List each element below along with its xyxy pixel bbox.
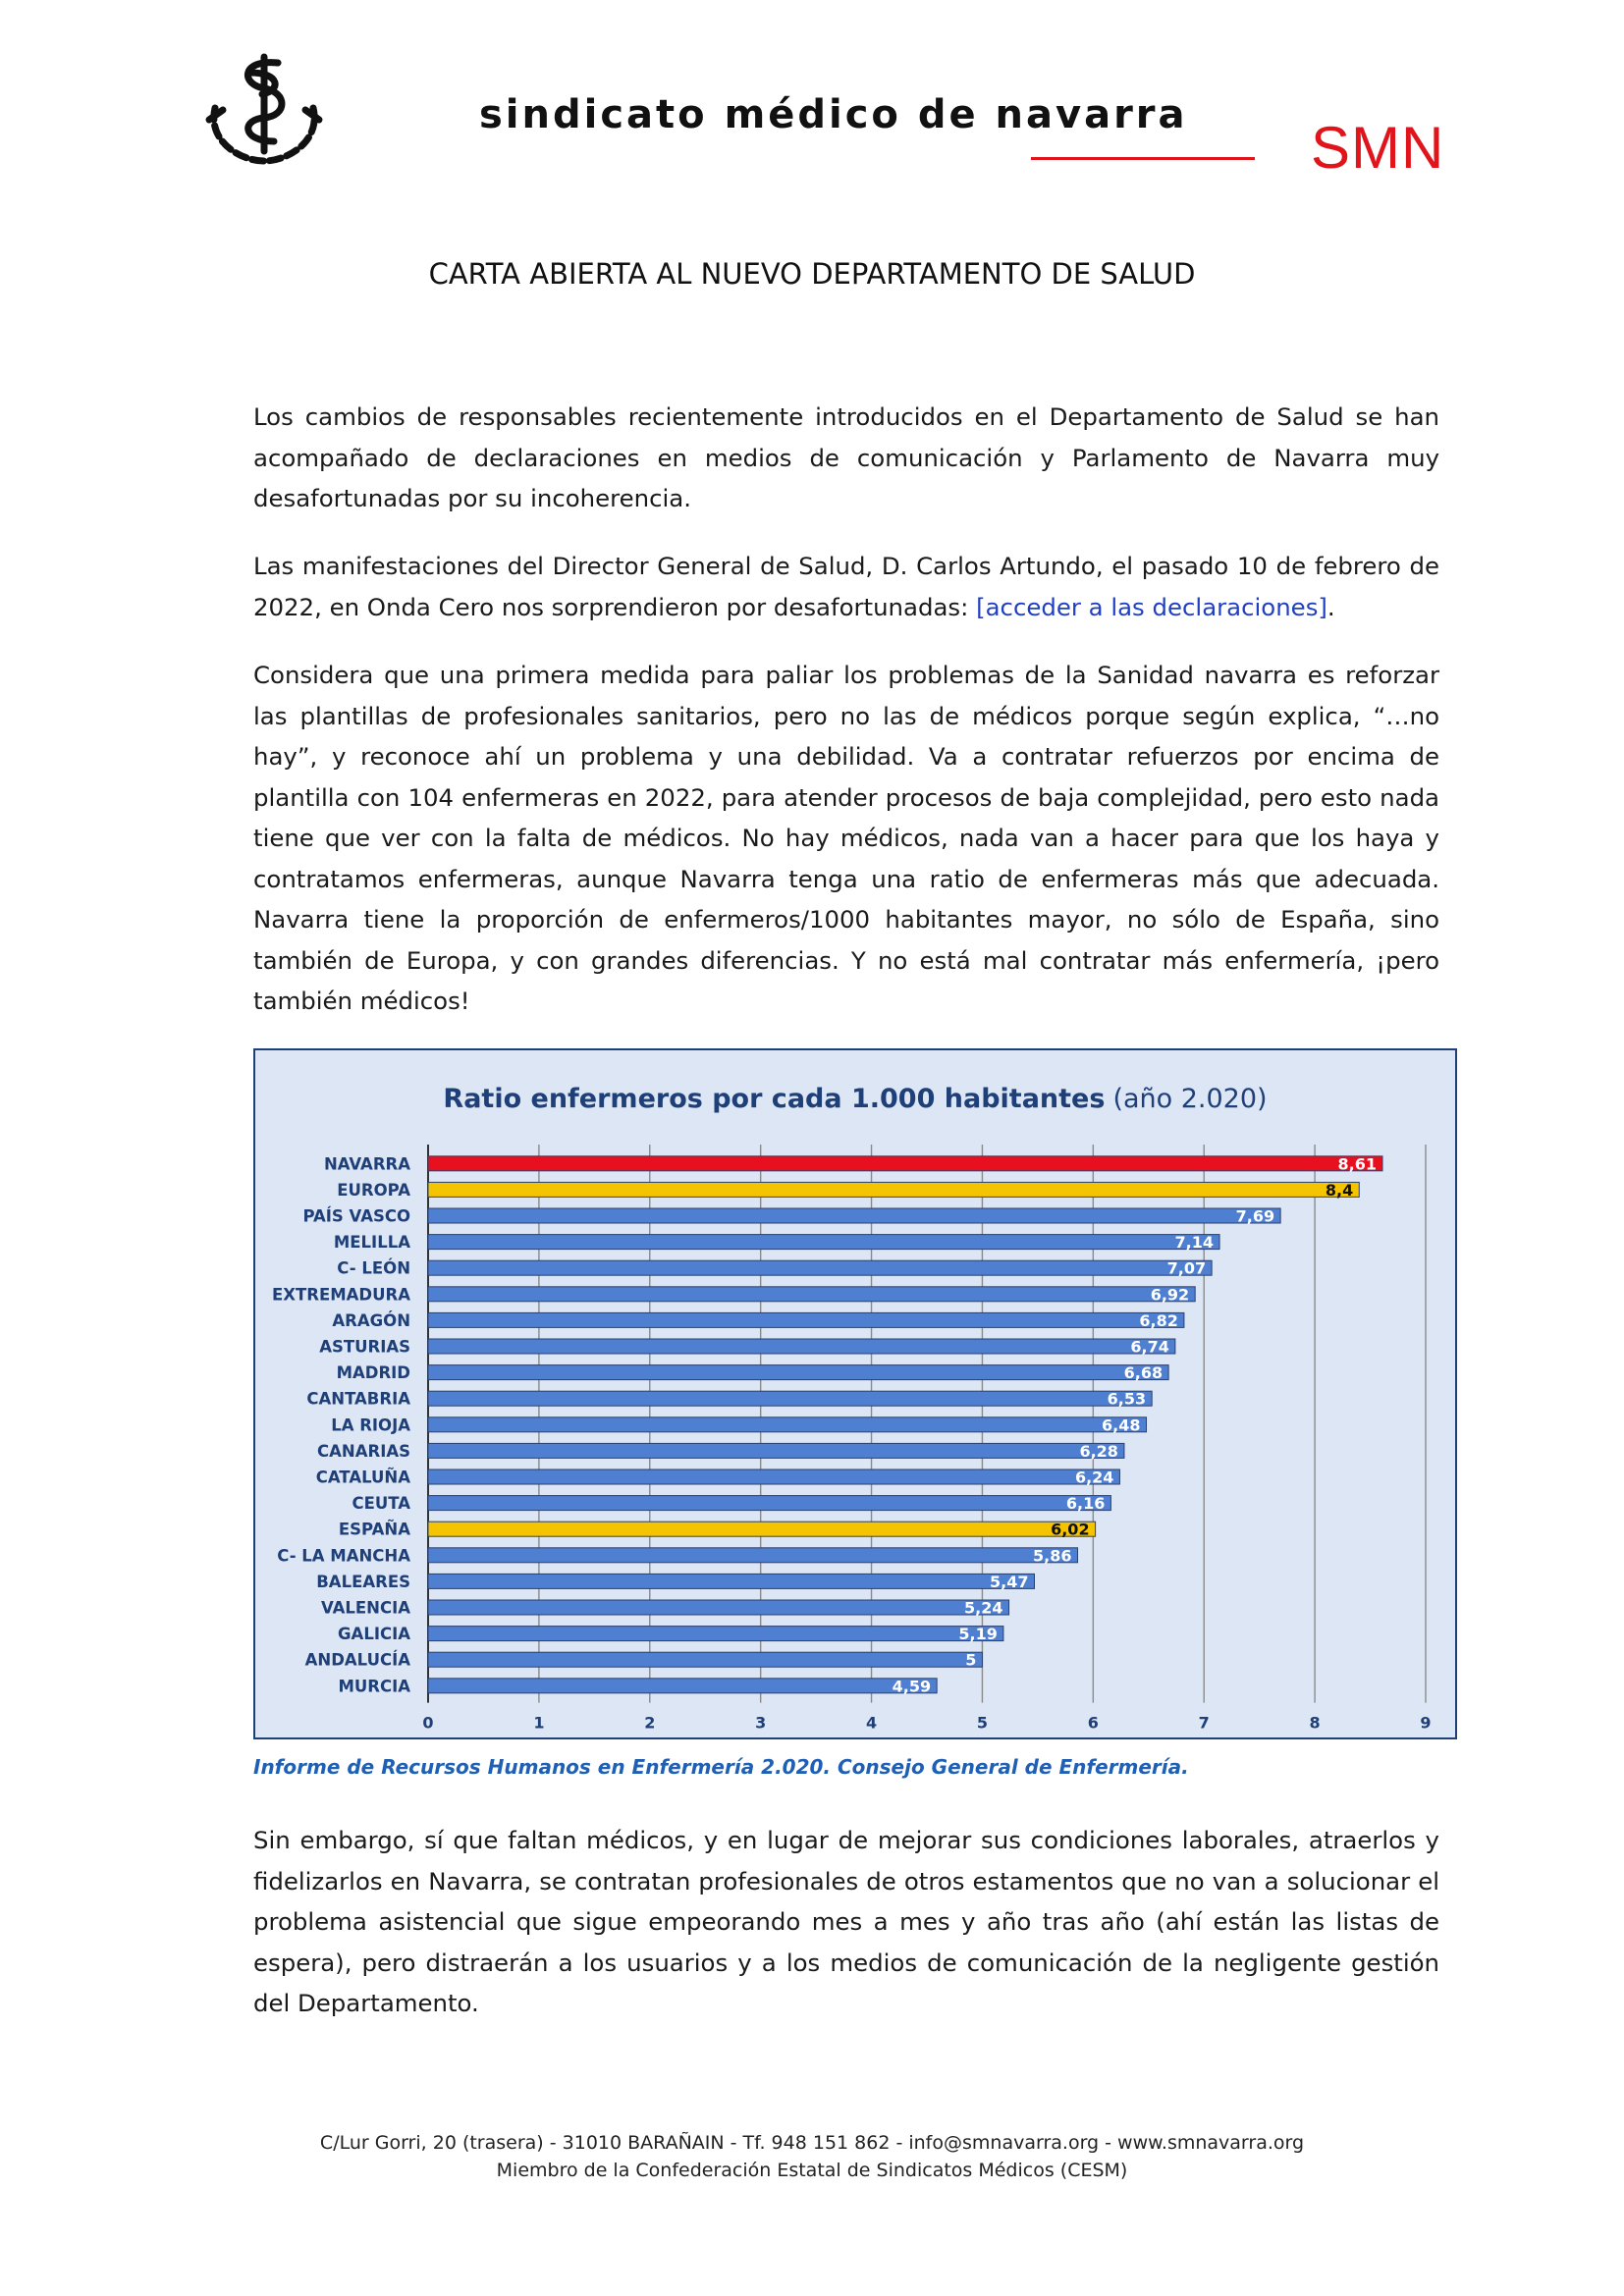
category-label: CEUTA (352, 1494, 410, 1514)
bar (428, 1625, 1003, 1644)
bar-value-label: 5,19 (958, 1625, 998, 1644)
paragraph-2-text: Las manifestaciones del Director General de Salud, D. Carlos Artundo, el pasado 10 de febrero de 2022, en Onda Cero nos sorprendieron por desafortunadas: (253, 552, 1439, 621)
bar (428, 1182, 1359, 1197)
category-label: ARAGÓN (332, 1310, 410, 1330)
bar (428, 1652, 982, 1667)
org-abbreviation: SMN (1311, 115, 1445, 181)
chart-category-labels (272, 1154, 410, 1695)
chart-canvas (255, 1050, 1455, 1737)
category-label: ASTURIAS (319, 1337, 410, 1357)
bar-value-label: 6,02 (1051, 1520, 1090, 1539)
document-title: CARTA ABIERTA AL NUEVO DEPARTAMENTO DE SALUD (428, 257, 1196, 291)
x-tick-label: 4 (865, 1713, 878, 1733)
category-label: CANARIAS (317, 1441, 410, 1461)
category-label: C- LEÓN (337, 1258, 410, 1278)
category-label: CANTABRIA (306, 1389, 410, 1409)
bar-value-label: 8,61 (1337, 1154, 1377, 1174)
chart-x-ticks (422, 1714, 1431, 1733)
bar-value-label: 7,07 (1166, 1258, 1207, 1278)
footer-contact: C/Lur Gorri, 20 (trasera) - 31010 BARAÑAIN - Tf. 948 151 862 - info@smnavarra.org - www.smnavarra.org (319, 2132, 1305, 2154)
bar (428, 1443, 1124, 1458)
paragraph-2-end: . (1326, 592, 1335, 621)
paragraph-2 (253, 546, 1439, 627)
x-tick-label: 8 (1309, 1713, 1321, 1733)
category-label: VALENCIA (320, 1598, 410, 1618)
bar (428, 1494, 1110, 1514)
bar (428, 1208, 1280, 1223)
x-tick-label: 7 (1198, 1713, 1210, 1733)
bar (428, 1154, 1382, 1174)
declarations-link[interactable]: [acceder a las declaraciones] (976, 592, 1327, 621)
bar-value-label: 4,59 (892, 1677, 932, 1696)
bar-value-label: 5,47 (990, 1572, 1029, 1591)
nurse-ratio-chart (253, 1048, 1457, 1739)
chart-bars (428, 1154, 1382, 1695)
bar (428, 1285, 1195, 1305)
bar (428, 1312, 1184, 1327)
org-name: sindicato médico de navarra (479, 92, 1188, 137)
x-tick-label: 2 (644, 1713, 656, 1733)
category-label: BALEARES (316, 1572, 410, 1591)
paragraph-1: Los cambios de responsables recientemente introducidos en el Departamento de Salud se han acompañado de declaraciones en medios de comunicación y Parlamento de Navarra muy desafortunadas por su incoherencia. (253, 402, 1439, 512)
bar-value-label: 5,86 (1033, 1546, 1072, 1566)
x-tick-label: 0 (422, 1713, 434, 1733)
bar-value-label: 7,14 (1174, 1233, 1215, 1253)
x-tick-label: 3 (755, 1713, 767, 1733)
bar (428, 1522, 1096, 1536)
bar-value-label: 6,68 (1123, 1363, 1164, 1383)
bar-value-label: 6,74 (1130, 1337, 1169, 1357)
category-label: MELILLA (333, 1233, 410, 1253)
chart-title (443, 1084, 1267, 1114)
category-label: PAÍS VASCO (302, 1206, 410, 1226)
category-label: CATALUÑA (315, 1468, 410, 1487)
footer-membership: Miembro de la Confederación Estatal de Sindicatos Médicos (CESM) (496, 2160, 1128, 2181)
bar-value-label: 7,69 (1235, 1206, 1275, 1226)
bar (428, 1469, 1119, 1484)
union-logo (201, 51, 327, 167)
bar (428, 1363, 1168, 1383)
category-label: ANDALUCÍA (304, 1650, 410, 1670)
bar-value-label: 6,48 (1102, 1415, 1141, 1435)
category-label: EUROPA (337, 1180, 410, 1200)
category-label: ESPAÑA (338, 1520, 410, 1539)
bar (428, 1339, 1175, 1354)
paragraph-3: Considera que una primera medida para paliar los problemas de la Sanidad navarra es reforzar las plantillas de profesionales sanitarios, pero no las de médicos porque según explica, “…no hay”, y reconoce ahí un problema y una debilidad. Va a contratar refuerzos por encima de plantilla con 104 enfermeras en 2022, para atender procesos de baja complejidad, pero esto nada tiene que ver con la falta de médicos. No hay médicos, nada van a hacer para que los haya y contratamos enfermeras, aunque Navarra tenga una ratio de enfermeras más que adecuada. Navarra tiene la proporción de enfermeros/1000 habitantes mayor, no sólo de España, sino también de Europa, y con grandes diferencias. Y no está mal contratar más enfermería, ¡pero también médicos! (253, 661, 1439, 1015)
category-label: LA RIOJA (331, 1415, 410, 1435)
org-name-underline (1031, 157, 1255, 160)
bar-value-label: 5,24 (964, 1598, 1003, 1618)
bar-value-label: 8,4 (1325, 1180, 1354, 1200)
chart-title-main: Ratio enfermeros por cada 1.000 habitantes (443, 1084, 1106, 1114)
bar (428, 1677, 937, 1696)
bar (428, 1415, 1147, 1435)
category-label: C- LA MANCHA (277, 1546, 410, 1566)
category-label: GALICIA (338, 1625, 410, 1644)
bar-value-label: 6,16 (1065, 1494, 1106, 1514)
category-label: MURCIA (338, 1677, 410, 1696)
bar-value-label: 6,53 (1107, 1389, 1147, 1409)
bar (428, 1600, 1009, 1615)
chart-title-subtitle: (año 2.020) (1112, 1084, 1268, 1114)
bar (428, 1233, 1219, 1253)
bar (428, 1574, 1035, 1588)
category-label: NAVARRA (323, 1154, 410, 1174)
category-label: EXTREMADURA (272, 1285, 410, 1305)
bar-value-label: 6,24 (1074, 1468, 1114, 1487)
paragraph-4: Sin embargo, sí que faltan médicos, y en lugar de mejorar sus condiciones laborales, atraerlos y fidelizarlos en Navarra, se contratan profesionales de otros estamentos que no van a solucionar el problema asistencial que sigue empeorando mes a mes y año tras año (ahí están las listas de espera), pero distraerán a los usuarios y a los medios de comunicación de la negligente gestión del Departamento. (253, 1826, 1439, 2017)
bar (428, 1546, 1078, 1566)
bar-value-label: 5 (965, 1650, 977, 1670)
bar-value-label: 6,82 (1139, 1310, 1178, 1330)
bar (428, 1260, 1212, 1275)
category-label: MADRID (336, 1363, 410, 1383)
bar-value-label: 6,92 (1150, 1285, 1190, 1305)
x-tick-label: 6 (1087, 1713, 1099, 1733)
x-tick-label: 5 (976, 1713, 989, 1733)
x-tick-label: 9 (1420, 1713, 1432, 1733)
chart-source-caption: Informe de Recursos Humanos en Enfermería 2.020. Consejo General de Enfermería. (253, 1755, 1189, 1779)
x-tick-label: 1 (533, 1713, 545, 1733)
bar (428, 1391, 1152, 1406)
bar-value-label: 6,28 (1079, 1441, 1118, 1461)
